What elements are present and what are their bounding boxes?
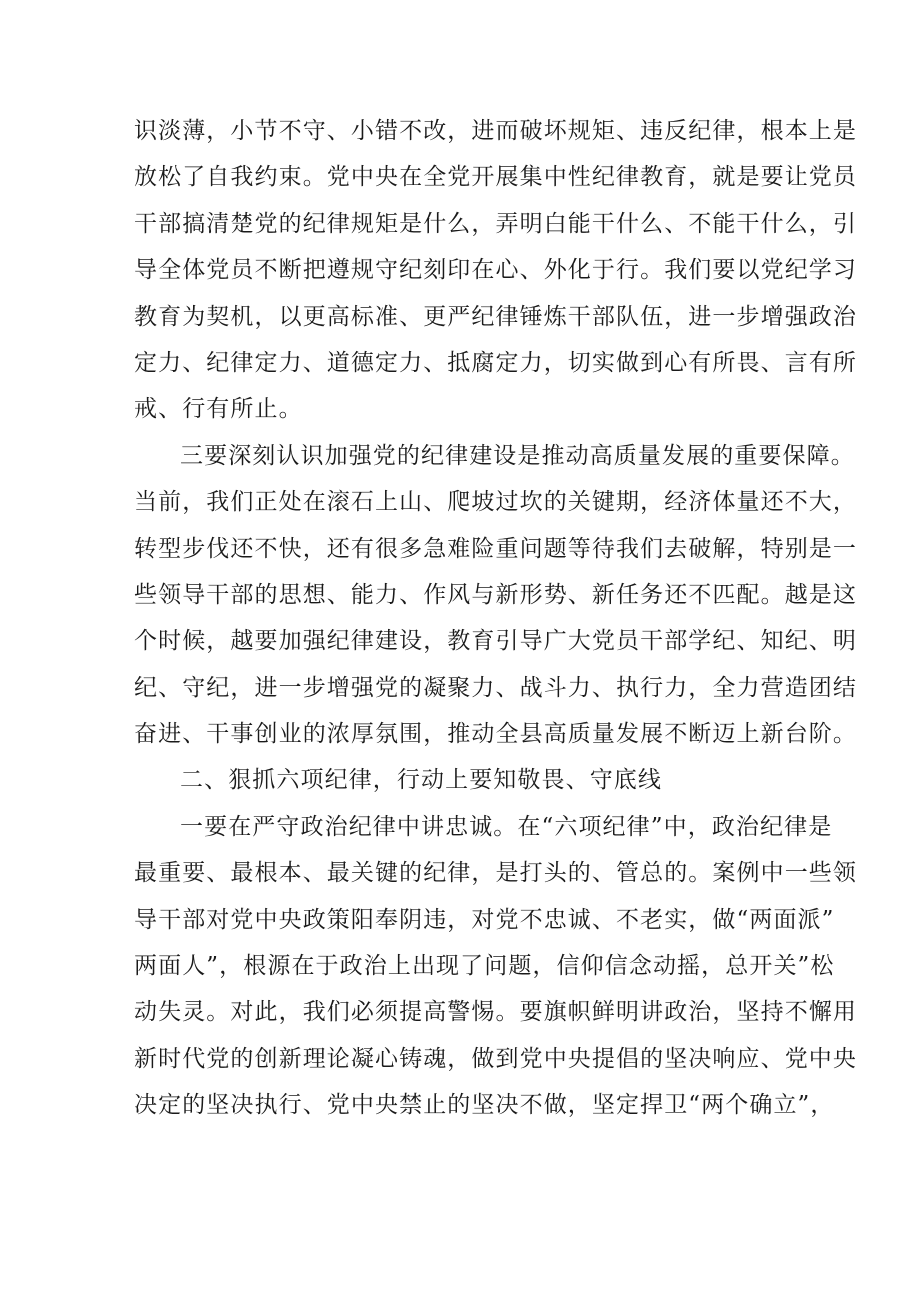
text-line: 戒、行有所止。 (134, 396, 303, 423)
section-heading (134, 757, 786, 803)
text-line: 教育为契机，以更高标准、更严纪律锤炼干部队伍，进一步增强政治 (134, 303, 857, 330)
text-line: 放松了自我约束。党中央在全党开展集中性纪律教育，就是要让党员 (134, 164, 857, 191)
text-line: 最重要、最根本、最关键的纪律，是打头的、管总的。案例中一些领 (134, 860, 857, 887)
text-line: 转型步伐还不快，还有很多急难险重问题等待我们去破解，特别是一 (134, 535, 857, 562)
text-line: 三要深刻认识加强党的纪律建设是推动高质量发展的重要保障。 (180, 442, 855, 469)
paragraph-2 (134, 433, 857, 758)
paragraph-4 (134, 804, 857, 1129)
text-line: 决定的坚决执行、党中央禁止的坚决不做，坚定捍卫“两个确立”， (134, 1092, 835, 1119)
text-line: 纪、守纪，进一步增强党的凝聚力、战斗力、执行力，全力营造团结 (134, 674, 857, 701)
text-line: 个时候，越要加强纪律建设，教育引导广大党员干部学纪、知纪、明 (134, 628, 857, 655)
text-line: 动失灵。对此，我们必须提高警惕。要旗帜鲜明讲政治，坚持不懈用 (134, 999, 857, 1026)
text-line: 一要在严守政治纪律中讲忠诚。在“六项纪律”中，政治纪律是 (180, 813, 833, 840)
text-line: 两面人”，根源在于政治上出现了问题，信仰信念动摇，总开关”松 (134, 953, 835, 980)
text-line: 奋进、干事创业的浓厚氛围，推动全县高质量发展不断迈上新台阶。 (134, 721, 857, 748)
text-line: 识淡薄，小节不守、小错不改，进而破坏规矩、违反纪律，根本上是 (134, 118, 857, 144)
text-line: 导干部对党中央政策阳奉阴违，对党不忠诚、不老实，做“两面派” (134, 906, 835, 933)
text-line: 定力、纪律定力、道德定力、抵腐定力，切实做到心有所畏、言有所 (134, 349, 857, 376)
document-body (134, 108, 857, 1129)
paragraph-1 (134, 108, 857, 433)
heading-line: 二、狠抓六项纪律，行动上要知敬畏、守底线 (180, 767, 662, 794)
text-line: 干部搞清楚党的纪律规矩是什么，弄明白能干什么、不能干什么，引 (134, 210, 857, 237)
text-line: 导全体党员不断把遵规守纪刻印在心、外化于行。我们要以党纪学习 (134, 257, 857, 284)
text-line: 新时代党的创新理论凝心铸魂，做到党中央提倡的坚决响应、党中央 (134, 1045, 857, 1072)
text-line: 当前，我们正处在滚石上山、爬坡过坎的关键期，经济体量还不大， (134, 489, 857, 516)
text-line: 些领导干部的思想、能力、作风与新形势、新任务还不匹配。越是这 (134, 581, 857, 608)
